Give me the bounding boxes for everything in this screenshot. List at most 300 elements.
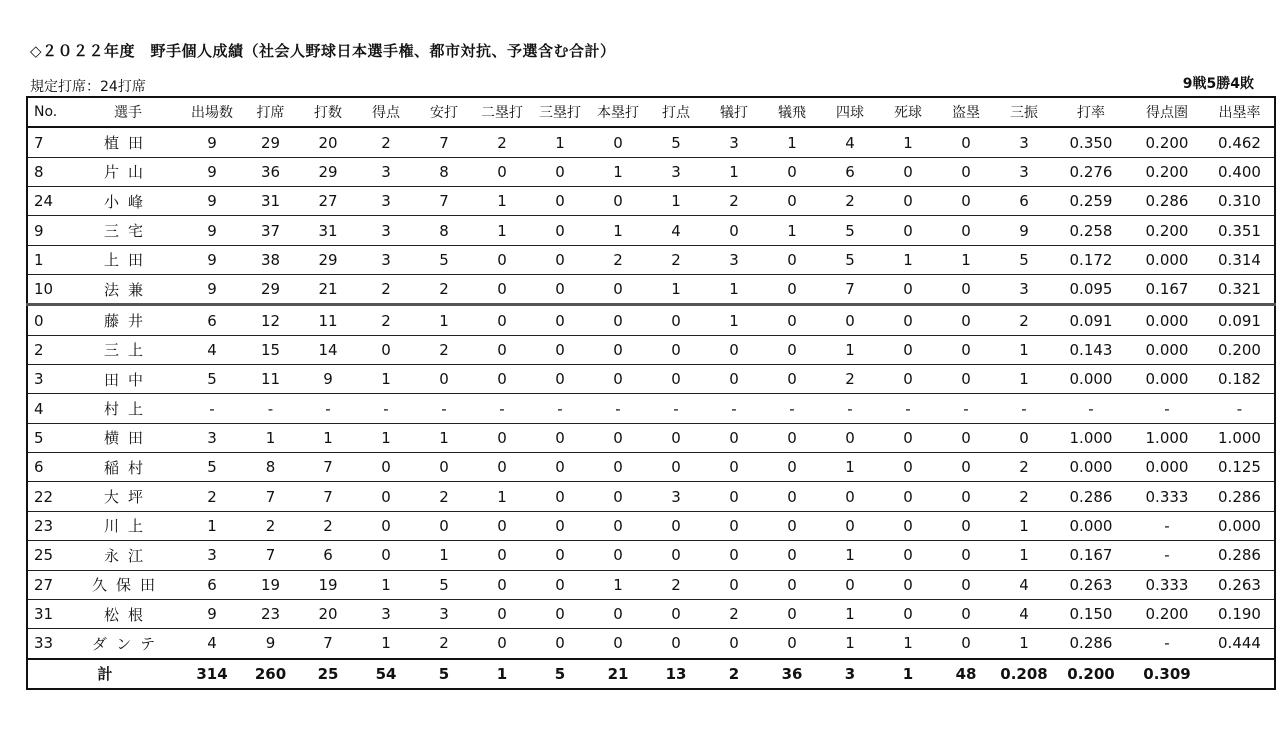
stat-cell: 0	[903, 605, 913, 624]
table-row	[27, 157, 1275, 186]
stat-cell: -	[267, 399, 274, 418]
stat-cell: 0.182	[1218, 370, 1261, 389]
stat-cell: 4	[845, 133, 855, 152]
stat-cell: 4	[1019, 575, 1029, 594]
table-row	[27, 570, 1275, 599]
stat-cell: 0	[555, 516, 565, 535]
stat-cell: 0.200	[1145, 605, 1189, 624]
stat-cell: 6	[323, 546, 333, 565]
stat-cell: 0	[555, 487, 565, 506]
table-row	[27, 216, 1275, 245]
stat-cell: 11	[260, 370, 281, 389]
stat-cell: 0	[497, 546, 507, 565]
column-header: 出塁率	[1205, 97, 1275, 127]
stat-cell: 7	[265, 546, 276, 565]
table-row	[27, 423, 1275, 452]
column-header: 打数	[299, 97, 357, 127]
stat-cell: 0	[961, 634, 971, 653]
stat-cell: 1	[1019, 340, 1029, 359]
stat-cell: 0	[671, 605, 681, 624]
stat-cell: 0	[555, 250, 565, 269]
player-name: 植田	[103, 134, 152, 153]
total-cell: 0.200	[1067, 664, 1115, 683]
stat-cell: 0	[497, 340, 507, 359]
player-name: ダンテ	[91, 634, 165, 653]
stat-cell: 0	[729, 575, 739, 594]
stat-cell: 0	[787, 192, 797, 211]
stat-cell: 29	[318, 162, 338, 181]
player-number: 7	[34, 133, 44, 152]
stat-cell: 21	[318, 280, 338, 299]
column-header: 得点圏	[1129, 97, 1205, 127]
stat-cell: 0	[381, 487, 391, 506]
stat-cell: 7	[439, 192, 449, 211]
table-row	[27, 245, 1275, 274]
stat-cell: -	[1164, 546, 1170, 565]
stat-cell: 9	[323, 370, 333, 389]
stat-cell: 5	[845, 221, 855, 240]
stat-cell: 3	[381, 605, 391, 624]
stat-cell: -	[789, 399, 795, 418]
stat-cell: 0	[903, 575, 913, 594]
table-row	[27, 275, 1275, 305]
stat-cell: 19	[260, 575, 281, 594]
stat-cell: -	[1164, 399, 1170, 418]
stat-cell: 0	[671, 428, 681, 447]
stat-cell: 29	[260, 133, 281, 152]
table-row	[27, 365, 1275, 394]
column-header: 選手	[74, 97, 182, 127]
stat-cell: 1	[381, 575, 391, 594]
stat-cell: 0.190	[1218, 605, 1261, 624]
stat-cell: 0	[903, 221, 913, 240]
stat-cell: 0	[845, 575, 855, 594]
stat-cell: 5	[207, 370, 217, 389]
stat-cell: 5	[845, 250, 855, 269]
stat-cell: 0	[497, 428, 507, 447]
stat-cell: 0	[671, 311, 681, 330]
stat-cell: 3	[381, 192, 391, 211]
player-number: 4	[34, 399, 44, 418]
stat-cell: 2	[439, 340, 449, 359]
stat-cell: 1	[787, 133, 797, 152]
stat-cell: 0	[555, 221, 565, 240]
stat-cell: 0.263	[1069, 575, 1113, 594]
stat-cell: 1	[381, 370, 391, 389]
player-name: 久保田	[91, 576, 164, 595]
stat-cell: 11	[318, 311, 338, 330]
stat-cell: 0	[439, 370, 449, 389]
stat-cell: 1	[207, 516, 217, 535]
column-header: 三振	[995, 97, 1053, 127]
stat-cell: 0	[613, 428, 623, 447]
stat-cell: 0	[671, 370, 681, 389]
stat-cell: 0	[787, 370, 797, 389]
total-cell: 48	[955, 664, 977, 683]
stat-cell: 37	[260, 221, 281, 240]
stat-cell: -	[1164, 634, 1170, 653]
stat-cell: 0	[961, 605, 971, 624]
stat-cell: 0	[961, 221, 971, 240]
table-row	[27, 127, 1275, 157]
stat-cell: 0	[381, 546, 391, 565]
stat-cell: 3	[1019, 280, 1029, 299]
stat-cell: 1	[845, 634, 855, 653]
stat-cell: 0.095	[1069, 280, 1113, 299]
stat-cell: 1	[961, 250, 971, 269]
player-name: 川上	[103, 517, 152, 536]
stat-cell: 0	[961, 133, 971, 152]
stat-cell: 7	[439, 133, 449, 152]
total-cell: 1	[496, 664, 508, 683]
stat-cell: 0	[903, 280, 913, 299]
stat-cell: 6	[207, 575, 217, 594]
stat-cell: 2	[497, 133, 507, 152]
stat-cell: 9	[265, 634, 276, 653]
stat-cell: 1	[903, 634, 913, 653]
stat-cell: 9	[207, 605, 217, 624]
stat-cell: 0.125	[1218, 458, 1261, 477]
stat-cell: 7	[845, 280, 855, 299]
table-row	[27, 187, 1275, 216]
stat-cell: 0	[845, 428, 855, 447]
stat-cell: 0	[787, 487, 797, 506]
stat-cell: 0	[961, 428, 971, 447]
stat-cell: 31	[260, 192, 281, 211]
stat-cell: 0.258	[1069, 221, 1113, 240]
stat-cell: 0	[555, 575, 565, 594]
total-cell: 21	[607, 664, 629, 683]
column-header: 打席	[242, 97, 299, 127]
player-name: 小峰	[103, 192, 152, 211]
stat-cell: 0	[613, 370, 623, 389]
stat-cell: 0	[903, 192, 913, 211]
column-header: 安打	[415, 97, 473, 127]
stat-cell: 0.000	[1145, 311, 1189, 330]
stat-cell: 9	[207, 221, 217, 240]
stat-cell: 2	[439, 280, 449, 299]
stat-cell: 1	[613, 575, 623, 594]
stat-cell: 0	[903, 311, 913, 330]
stat-cell: 0.200	[1218, 340, 1261, 359]
stat-cell: 3	[381, 162, 391, 181]
stat-cell: 1	[613, 221, 623, 240]
stat-cell: 0	[671, 634, 681, 653]
stat-cell: 0	[729, 221, 739, 240]
column-header: 三塁打	[531, 97, 589, 127]
player-name: 上田	[103, 251, 152, 270]
stat-cell: 1.000	[1069, 428, 1113, 447]
stat-cell: 1	[729, 280, 739, 299]
stat-cell: 0	[903, 516, 913, 535]
stat-cell: 0	[555, 605, 565, 624]
stat-cell: 0	[845, 487, 855, 506]
player-number: 2	[34, 340, 44, 359]
stat-cell: 3	[381, 250, 391, 269]
stat-cell: 0	[555, 192, 565, 211]
stat-cell: 1	[439, 546, 449, 565]
stat-cell: -	[847, 399, 853, 418]
stat-cell: 0.000	[1145, 370, 1189, 389]
qualification-note: 規定打席：24打席	[30, 79, 146, 95]
stat-cell: 0	[903, 487, 913, 506]
stat-cell: 0	[787, 458, 797, 477]
stat-cell: 0	[555, 458, 565, 477]
total-cell: 5	[554, 664, 566, 683]
player-name: 稲村	[103, 458, 152, 477]
stat-cell: 3	[1019, 133, 1029, 152]
stat-cell: 0	[903, 458, 913, 477]
stat-cell: 7	[323, 487, 333, 506]
stat-cell: 0.000	[1069, 370, 1113, 389]
stat-cell: 0	[381, 516, 391, 535]
table-row	[27, 394, 1275, 423]
stat-cell: 0	[671, 546, 681, 565]
stat-cell: 0	[961, 192, 971, 211]
stat-cell: 0	[613, 280, 623, 299]
stat-cell: 0	[729, 340, 739, 359]
column-header: 盗塁	[937, 97, 995, 127]
stat-cell: 5	[207, 458, 217, 477]
stat-cell: -	[731, 399, 737, 418]
column-header: 出場数	[182, 97, 242, 127]
stat-cell: 0	[613, 192, 623, 211]
stat-cell: 12	[260, 311, 281, 330]
total-cell: 260	[254, 664, 287, 683]
stat-cell: 1	[845, 458, 855, 477]
stat-cell: 2	[845, 192, 855, 211]
stat-cell: 5	[1019, 250, 1029, 269]
stat-cell: 0	[903, 162, 913, 181]
stat-cell: 0.400	[1218, 162, 1261, 181]
page-title: ◇２０２２年度 野手個人成績（社会人野球日本選手権、都市対抗、予選含む合計）	[30, 42, 616, 60]
stat-cell: 0	[729, 546, 739, 565]
stat-cell: 0	[961, 370, 971, 389]
column-header: 打率	[1053, 97, 1129, 127]
player-number: 25	[34, 546, 54, 565]
stat-cell: 3	[729, 250, 739, 269]
stat-cell: 38	[260, 250, 281, 269]
stat-cell: 0.167	[1145, 280, 1189, 299]
stat-cell: 1	[555, 133, 565, 152]
stat-cell: 4	[207, 634, 217, 653]
stat-cell: 9	[207, 280, 217, 299]
stat-cell: 1	[787, 221, 797, 240]
stat-cell: 0	[497, 162, 507, 181]
stat-cell: 0	[787, 162, 797, 181]
stat-cell: -	[615, 399, 621, 418]
stat-cell: 0.321	[1218, 280, 1261, 299]
stat-cell: 2	[207, 487, 217, 506]
stat-cell: 0	[961, 162, 971, 181]
stat-cell: 0	[845, 311, 855, 330]
player-name: 大坪	[103, 488, 152, 507]
table-body	[27, 127, 1275, 658]
total-cell: 2	[728, 664, 740, 683]
stat-cell: 0.000	[1145, 458, 1189, 477]
stat-cell: 0	[381, 340, 391, 359]
stat-cell: 2	[381, 280, 391, 299]
stat-cell: 1	[497, 221, 507, 240]
stat-cell: 2	[845, 370, 855, 389]
stat-cell: 0	[497, 280, 507, 299]
stat-cell: 0.286	[1218, 546, 1261, 565]
player-name: 藤井	[103, 312, 152, 331]
stat-cell: 1	[497, 487, 507, 506]
table-row	[27, 482, 1275, 511]
stat-cell: 0	[497, 634, 507, 653]
player-number: 31	[34, 605, 54, 624]
total-cell: 0.309	[1143, 664, 1191, 683]
stat-cell: 0.000	[1145, 250, 1189, 269]
stat-cell: 2	[729, 605, 739, 624]
stat-cell: 0	[787, 250, 797, 269]
stat-cell: 0.091	[1218, 311, 1261, 330]
stat-cell: 0	[787, 605, 797, 624]
stat-cell: 0.259	[1069, 192, 1113, 211]
column-header: 得点	[357, 97, 415, 127]
stat-cell: 1	[845, 605, 855, 624]
stat-cell: 0.143	[1069, 340, 1113, 359]
stat-cell: 9	[1019, 221, 1029, 240]
player-number: 1	[34, 250, 44, 269]
stat-cell: 0.314	[1218, 250, 1261, 269]
stat-cell: 0.444	[1218, 634, 1261, 653]
stat-cell: 0.462	[1218, 133, 1261, 152]
stat-cell: 1	[381, 634, 391, 653]
player-number: 10	[34, 280, 54, 299]
stat-cell: 0	[613, 340, 623, 359]
stat-cell: 0	[787, 575, 797, 594]
player-name: 横田	[103, 429, 152, 448]
stat-cell: 1	[439, 311, 449, 330]
stat-cell: 8	[265, 458, 276, 477]
stat-cell: 0	[787, 428, 797, 447]
stat-cell: 0.310	[1218, 192, 1261, 211]
stat-cell: 0	[961, 311, 971, 330]
total-cell: 54	[375, 664, 397, 683]
stat-cell: 0	[555, 311, 565, 330]
stat-cell: 3	[1019, 162, 1029, 181]
stat-cell: 1	[381, 428, 391, 447]
stat-cell: 0	[613, 605, 623, 624]
table-row	[27, 335, 1275, 364]
stat-cell: -	[673, 399, 679, 418]
stat-cell: 9	[207, 250, 217, 269]
stat-cell: 2	[729, 192, 739, 211]
stat-cell: 1	[903, 133, 913, 152]
stat-cell: 1	[671, 192, 681, 211]
stat-cell: 0.000	[1145, 340, 1189, 359]
stat-cell: 0	[787, 634, 797, 653]
stat-cell: 0	[671, 516, 681, 535]
stat-cell: 2	[381, 133, 391, 152]
player-number: 3	[34, 370, 44, 389]
stat-cell: 0	[961, 340, 971, 359]
stat-cell: 1	[729, 162, 739, 181]
stat-cell: 1	[323, 428, 333, 447]
player-name: 三上	[103, 341, 152, 360]
stat-cell: -	[209, 399, 215, 418]
stat-cell: 1.000	[1218, 428, 1261, 447]
player-number: 22	[34, 487, 54, 506]
stat-cell: 3	[671, 162, 681, 181]
stat-cell: -	[963, 399, 969, 418]
stat-cell: 1	[845, 546, 855, 565]
stat-cell: 0.286	[1218, 487, 1261, 506]
stat-cell: 0.286	[1145, 192, 1189, 211]
total-cell: 25	[317, 664, 339, 683]
stat-cell: 2	[671, 250, 681, 269]
stat-cell: 0.350	[1069, 133, 1113, 152]
stat-cell: 29	[318, 250, 338, 269]
column-header: 打点	[647, 97, 705, 127]
stat-cell: 1	[613, 162, 623, 181]
stat-cell: 9	[207, 162, 217, 181]
column-header: 二塁打	[473, 97, 531, 127]
stat-cell: 0	[903, 428, 913, 447]
stat-cell: 0	[903, 546, 913, 565]
header-row	[27, 97, 1275, 127]
stat-cell: -	[441, 399, 447, 418]
stat-cell: 0	[555, 634, 565, 653]
stat-cell: 0	[961, 546, 971, 565]
stat-cell: 2	[1019, 458, 1029, 477]
stat-cell: 1	[265, 428, 276, 447]
stat-cell: 0	[613, 546, 623, 565]
stat-cell: 1	[729, 311, 739, 330]
stat-cell: 1.000	[1145, 428, 1189, 447]
stat-cell: 0	[439, 516, 449, 535]
player-name: 永江	[103, 546, 152, 565]
stat-cell: 0	[555, 162, 565, 181]
stat-cell: 2	[1019, 487, 1029, 506]
player-number: 24	[34, 192, 54, 211]
stat-cell: 0	[381, 458, 391, 477]
stat-cell: 0	[961, 280, 971, 299]
stat-cell: 5	[439, 575, 449, 594]
stat-cell: 0	[787, 340, 797, 359]
stat-cell: 0	[555, 280, 565, 299]
stat-cell: 0.172	[1069, 250, 1113, 269]
player-number: 0	[34, 311, 44, 330]
stat-cell: 0.286	[1069, 487, 1113, 506]
stat-cell: 20	[318, 133, 338, 152]
stat-cell: 1	[497, 192, 507, 211]
stat-cell: 20	[318, 605, 338, 624]
stat-cell: 0	[903, 340, 913, 359]
stat-cell: 0	[671, 340, 681, 359]
team-record: 9戦5勝4敗	[1182, 76, 1254, 92]
stat-cell: 0	[613, 487, 623, 506]
stat-cell: 0.263	[1218, 575, 1261, 594]
player-number: 6	[34, 458, 44, 477]
stat-cell: -	[905, 399, 911, 418]
stat-cell: -	[1088, 399, 1094, 418]
stat-cell: 2	[439, 634, 449, 653]
stat-cell: 0	[497, 605, 507, 624]
stat-cell: 0	[903, 370, 913, 389]
stat-cell: 0	[787, 516, 797, 535]
stat-cell: 0	[961, 487, 971, 506]
stat-cell: 3	[439, 605, 449, 624]
total-cell: 0.208	[1000, 664, 1048, 683]
player-name: 田中	[103, 370, 152, 389]
stat-cell: 0	[555, 340, 565, 359]
stat-cell: 2	[439, 487, 449, 506]
player-number: 23	[34, 516, 54, 535]
stat-cell: 4	[207, 340, 217, 359]
